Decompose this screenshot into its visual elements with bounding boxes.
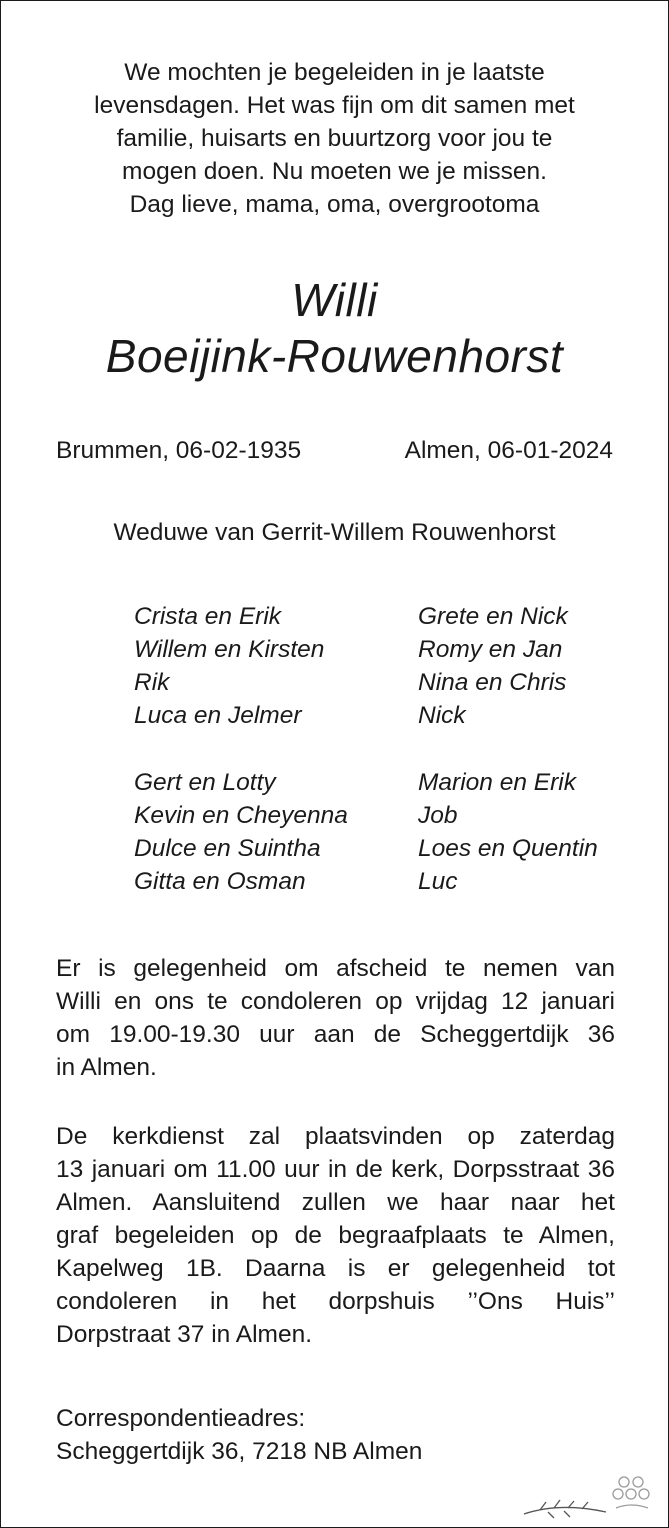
paragraph-line: Willi en ons te condoleren op vrijdag 12 januari	[56, 988, 615, 1015]
intro-line: familie, huisarts en buurtzorg voor jou te	[116, 125, 553, 152]
family-member: Grete en Nick	[418, 603, 568, 630]
intro-line: levensdagen. Het was fijn om dit samen met	[94, 92, 575, 119]
condolence-paragraph	[56, 952, 615, 1084]
deceased-name	[0, 272, 669, 384]
paragraph-line: De kerkdienst zal plaatsvinden op zaterdag	[56, 1123, 615, 1150]
paragraph-line: Almen. Aansluitend zullen we haar naar het	[56, 1189, 615, 1216]
deceased-last-name: Boeijink-Rouwenhorst	[105, 330, 564, 382]
family-member: Gert en Lotty	[134, 769, 276, 796]
family-member: Luc	[418, 868, 458, 895]
family-column-left	[134, 600, 348, 898]
deceased-first-name: Willi	[291, 274, 378, 326]
family-member: Job	[418, 802, 458, 829]
correspondence-label: Correspondentieadres:	[56, 1405, 306, 1432]
family-column-right	[418, 600, 598, 898]
paragraph-line: Dorpstraat 37 in Almen.	[56, 1321, 313, 1348]
intro-verse	[40, 56, 629, 221]
family-member: Crista en Erik	[134, 603, 282, 630]
service-paragraph	[56, 1120, 615, 1351]
floral-logo-icon	[520, 1472, 660, 1520]
intro-line: We mochten je begeleiden in je laatste	[124, 59, 545, 86]
paragraph-line: Kapelweg 1B. Daarna is er gelegenheid tot	[56, 1255, 615, 1282]
family-member: Loes en Quentin	[418, 835, 598, 862]
family-member: Nick	[418, 702, 466, 729]
family-member: Marion en Erik	[418, 769, 576, 796]
family-member: Willem en Kirsten	[134, 636, 325, 663]
correspondence-address: Scheggertdijk 36, 7218 NB Almen	[56, 1438, 423, 1465]
paragraph-line: graf begeleiden op de begraafplaats te Almen,	[56, 1222, 615, 1249]
birth-place-date: Brummen, 06-02-1935	[56, 437, 302, 464]
family-member: Dulce en Suintha	[134, 835, 321, 862]
paragraph-line: om 19.00-19.30 uur aan de Scheggertdijk 36	[56, 1021, 615, 1048]
family-member: Romy en Jan	[418, 636, 563, 663]
family-member: Gitta en Osman	[134, 868, 306, 895]
intro-line: Dag lieve, mama, oma, overgrootoma	[129, 191, 540, 218]
paragraph-line: Er is gelegenheid om afscheid te nemen van	[56, 955, 615, 982]
family-member: Kevin en Cheyenna	[134, 802, 348, 829]
family-member: Nina en Chris	[418, 669, 567, 696]
correspondence-block	[56, 1402, 422, 1468]
paragraph-line: in Almen.	[56, 1054, 157, 1081]
death-place-date: Almen, 06-01-2024	[404, 437, 613, 464]
family-member: Rik	[134, 669, 170, 696]
intro-line: mogen doen. Nu moeten we je missen.	[122, 158, 547, 185]
paragraph-line: condoleren in het dorpshuis ’’Ons Huis’’	[56, 1288, 615, 1315]
family-member: Luca en Jelmer	[134, 702, 302, 729]
widow-line: Weduwe van Gerrit-Willem Rouwenhorst	[113, 519, 556, 546]
paragraph-line: 13 januari om 11.00 uur in de kerk, Dorpsstraat 36	[56, 1156, 615, 1183]
